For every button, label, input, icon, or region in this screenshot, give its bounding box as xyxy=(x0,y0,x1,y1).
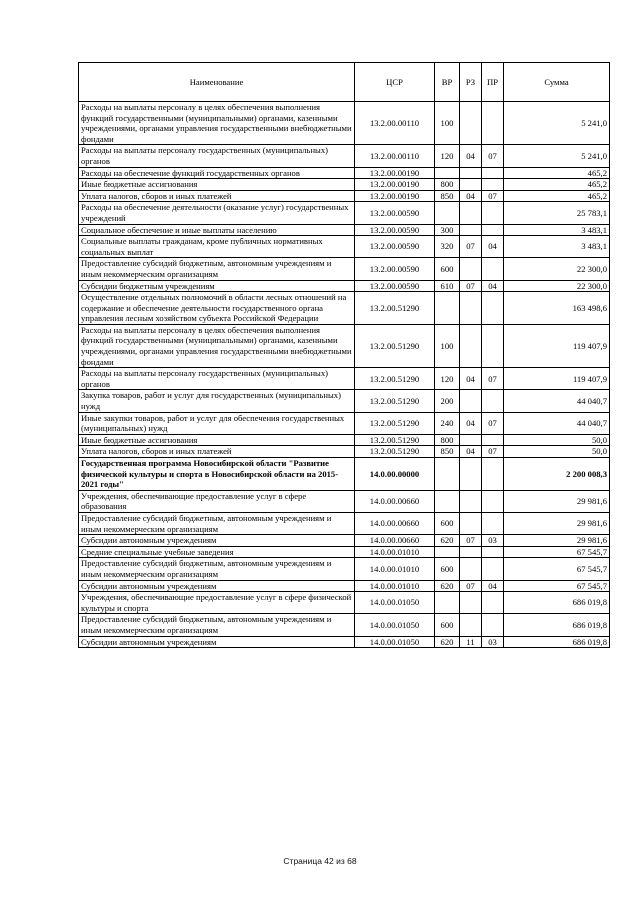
cell-sum: 44 040,7 xyxy=(504,390,610,412)
cell-rz: 11 xyxy=(460,636,482,648)
cell-rz xyxy=(460,592,482,614)
cell-name: Расходы на обеспечение функций государственных органов xyxy=(79,167,355,179)
cell-sum: 465,2 xyxy=(504,190,610,202)
cell-rz xyxy=(460,512,482,534)
cell-csr: 13.2.00.00190 xyxy=(355,190,435,202)
cell-name: Предоставление субсидий бюджетным, автономным учреждениям и иным некоммерческим организациям xyxy=(79,614,355,636)
cell-pr xyxy=(482,390,504,412)
cell-pr xyxy=(482,324,504,367)
cell-rz: 07 xyxy=(460,280,482,292)
cell-csr: 14.0.00.01050 xyxy=(355,636,435,648)
cell-sum: 50,0 xyxy=(504,446,610,458)
cell-pr xyxy=(482,592,504,614)
header-name: Наименование xyxy=(79,63,355,102)
cell-pr: 03 xyxy=(482,535,504,547)
table-row xyxy=(79,535,610,547)
cell-name: Государственная программа Новосибирской области "Развитие физической культуры и спорта в Новосибирской области на 2015-2021 годы" xyxy=(79,458,355,491)
cell-pr xyxy=(482,490,504,512)
cell-name: Иные бюджетные ассигнования xyxy=(79,434,355,446)
cell-name: Расходы на выплаты персоналу в целях обеспечения выполнения функций государственными (муниципальными) органами, казенными учреждениями, органами управления государственными внебюджетными фондами xyxy=(79,102,355,145)
cell-pr: 07 xyxy=(482,412,504,434)
cell-name: Субсидии автономным учреждениям xyxy=(79,580,355,592)
cell-vr: 620 xyxy=(435,636,460,648)
cell-rz xyxy=(460,202,482,224)
cell-pr: 07 xyxy=(482,368,504,390)
cell-sum: 25 783,1 xyxy=(504,202,610,224)
cell-sum: 2 200 008,3 xyxy=(504,458,610,491)
cell-vr xyxy=(435,490,460,512)
cell-pr xyxy=(482,512,504,534)
cell-csr: 13.2.00.00590 xyxy=(355,224,435,236)
cell-vr: 320 xyxy=(435,236,460,258)
header-sum: Сумма xyxy=(504,63,610,102)
cell-csr: 13.2.00.51290 xyxy=(355,368,435,390)
cell-pr xyxy=(482,292,504,325)
cell-vr xyxy=(435,202,460,224)
table-row xyxy=(79,258,610,280)
cell-vr xyxy=(435,292,460,325)
cell-rz: 04 xyxy=(460,368,482,390)
table-row xyxy=(79,558,610,580)
table-row xyxy=(79,292,610,325)
table-row xyxy=(79,446,610,458)
cell-name: Иные бюджетные ассигнования xyxy=(79,179,355,191)
cell-pr xyxy=(482,102,504,145)
cell-vr: 800 xyxy=(435,434,460,446)
cell-csr: 14.0.00.01050 xyxy=(355,592,435,614)
table-row xyxy=(79,280,610,292)
table-row xyxy=(79,324,610,367)
cell-csr: 14.0.00.01050 xyxy=(355,614,435,636)
cell-sum: 67 545,7 xyxy=(504,580,610,592)
table-row xyxy=(79,167,610,179)
cell-name: Социальные выплаты гражданам, кроме публичных нормативных социальных выплат xyxy=(79,236,355,258)
cell-sum: 22 300,0 xyxy=(504,280,610,292)
cell-csr: 13.2.00.51290 xyxy=(355,434,435,446)
header-pr: ПР xyxy=(482,63,504,102)
cell-vr: 100 xyxy=(435,324,460,367)
cell-sum: 67 545,7 xyxy=(504,558,610,580)
cell-pr xyxy=(482,458,504,491)
cell-rz: 07 xyxy=(460,236,482,258)
cell-csr: 13.2.00.00110 xyxy=(355,102,435,145)
table-header-row xyxy=(79,63,610,102)
cell-rz xyxy=(460,179,482,191)
cell-pr: 04 xyxy=(482,280,504,292)
cell-rz xyxy=(460,292,482,325)
table-row xyxy=(79,592,610,614)
cell-pr: 04 xyxy=(482,580,504,592)
cell-name: Учреждения, обеспечивающие предоставление услуг в сфере образования xyxy=(79,490,355,512)
cell-name: Уплата налогов, сборов и иных платежей xyxy=(79,446,355,458)
cell-rz xyxy=(460,102,482,145)
cell-vr: 850 xyxy=(435,190,460,202)
cell-name: Предоставление субсидий бюджетным, автономным учреждениям и иным некоммерческим организациям xyxy=(79,512,355,534)
cell-vr: 100 xyxy=(435,102,460,145)
cell-rz xyxy=(460,434,482,446)
cell-pr xyxy=(482,224,504,236)
cell-name: Учреждения, обеспечивающие предоставление услуг в сфере физической культуры и спорта xyxy=(79,592,355,614)
cell-rz xyxy=(460,390,482,412)
cell-csr: 14.0.00.01010 xyxy=(355,546,435,558)
cell-rz: 04 xyxy=(460,446,482,458)
cell-csr: 13.2.00.00190 xyxy=(355,179,435,191)
cell-name: Предоставление субсидий бюджетным, автономным учреждениям и иным некоммерческим организациям xyxy=(79,258,355,280)
cell-vr: 620 xyxy=(435,580,460,592)
cell-csr: 13.2.00.00590 xyxy=(355,258,435,280)
cell-vr xyxy=(435,167,460,179)
cell-vr: 610 xyxy=(435,280,460,292)
cell-csr: 14.0.00.00000 xyxy=(355,458,435,491)
cell-sum: 3 483,1 xyxy=(504,236,610,258)
cell-name: Предоставление субсидий бюджетным, автономным учреждениям и иным некоммерческим организациям xyxy=(79,558,355,580)
table-row xyxy=(79,102,610,145)
cell-pr xyxy=(482,167,504,179)
cell-csr: 14.0.00.00660 xyxy=(355,490,435,512)
cell-csr: 14.0.00.00660 xyxy=(355,512,435,534)
cell-name: Субсидии бюджетным учреждениям xyxy=(79,280,355,292)
cell-csr: 13.2.00.00190 xyxy=(355,167,435,179)
cell-rz: 07 xyxy=(460,535,482,547)
cell-sum: 465,2 xyxy=(504,179,610,191)
table-row xyxy=(79,145,610,167)
header-vr: ВР xyxy=(435,63,460,102)
table-row xyxy=(79,580,610,592)
cell-csr: 14.0.00.01010 xyxy=(355,558,435,580)
table-row xyxy=(79,458,610,491)
cell-csr: 13.2.00.00590 xyxy=(355,202,435,224)
cell-sum: 67 545,7 xyxy=(504,546,610,558)
page-number: Страница 42 из 68 xyxy=(283,856,357,866)
table-row xyxy=(79,190,610,202)
cell-sum: 5 241,0 xyxy=(504,145,610,167)
cell-name: Закупка товаров, работ и услуг для государственных (муниципальных) нужд xyxy=(79,390,355,412)
budget-table xyxy=(78,62,610,648)
cell-pr: 07 xyxy=(482,145,504,167)
table-row xyxy=(79,224,610,236)
cell-sum: 50,0 xyxy=(504,434,610,446)
cell-sum: 3 483,1 xyxy=(504,224,610,236)
cell-csr: 13.2.00.00590 xyxy=(355,236,435,258)
table-row xyxy=(79,490,610,512)
cell-rz xyxy=(460,614,482,636)
cell-sum: 686 019,8 xyxy=(504,636,610,648)
cell-sum: 163 498,6 xyxy=(504,292,610,325)
cell-csr: 13.2.00.51290 xyxy=(355,390,435,412)
cell-sum: 29 981,6 xyxy=(504,490,610,512)
cell-vr: 600 xyxy=(435,512,460,534)
cell-rz xyxy=(460,490,482,512)
cell-csr: 14.0.00.01010 xyxy=(355,580,435,592)
cell-rz xyxy=(460,224,482,236)
header-rz: РЗ xyxy=(460,63,482,102)
cell-name: Расходы на выплаты персоналу в целях обеспечения выполнения функций государственными (муниципальными) органами, казенными учреждениями, органами управления государственными внебюджетными фондами xyxy=(79,324,355,367)
cell-rz xyxy=(460,167,482,179)
cell-vr: 200 xyxy=(435,390,460,412)
cell-rz: 07 xyxy=(460,580,482,592)
cell-sum: 119 407,9 xyxy=(504,368,610,390)
table-row xyxy=(79,614,610,636)
cell-name: Расходы на выплаты персоналу государственных (муниципальных) органов xyxy=(79,368,355,390)
cell-sum: 22 300,0 xyxy=(504,258,610,280)
cell-vr xyxy=(435,458,460,491)
cell-vr: 800 xyxy=(435,179,460,191)
cell-rz xyxy=(460,324,482,367)
cell-sum: 465,2 xyxy=(504,167,610,179)
cell-pr: 03 xyxy=(482,636,504,648)
table-row xyxy=(79,179,610,191)
table-body xyxy=(79,102,610,648)
cell-pr xyxy=(482,434,504,446)
cell-vr: 600 xyxy=(435,558,460,580)
cell-csr: 13.2.00.51290 xyxy=(355,412,435,434)
cell-rz: 04 xyxy=(460,190,482,202)
table-row xyxy=(79,412,610,434)
cell-sum: 686 019,8 xyxy=(504,592,610,614)
cell-pr: 07 xyxy=(482,446,504,458)
cell-vr: 300 xyxy=(435,224,460,236)
cell-pr xyxy=(482,258,504,280)
table-row xyxy=(79,636,610,648)
cell-name: Субсидии автономным учреждениям xyxy=(79,636,355,648)
cell-csr: 13.2.00.00590 xyxy=(355,280,435,292)
cell-name: Осуществление отдельных полномочий в области лесных отношений на содержание и обеспечение деятельности государственного органа управления лесным хозяйством субъекта Российской Федерации xyxy=(79,292,355,325)
cell-csr: 13.2.00.51290 xyxy=(355,446,435,458)
cell-vr xyxy=(435,592,460,614)
cell-name: Социальное обеспечение и иные выплаты населению xyxy=(79,224,355,236)
cell-vr xyxy=(435,546,460,558)
cell-csr: 14.0.00.00660 xyxy=(355,535,435,547)
cell-csr: 13.2.00.00110 xyxy=(355,145,435,167)
cell-pr xyxy=(482,558,504,580)
cell-rz: 04 xyxy=(460,412,482,434)
cell-csr: 13.2.00.51290 xyxy=(355,324,435,367)
cell-sum: 29 981,6 xyxy=(504,512,610,534)
cell-sum: 44 040,7 xyxy=(504,412,610,434)
table-row xyxy=(79,546,610,558)
cell-pr xyxy=(482,179,504,191)
cell-rz xyxy=(460,258,482,280)
cell-sum: 5 241,0 xyxy=(504,102,610,145)
cell-csr: 13.2.00.51290 xyxy=(355,292,435,325)
cell-pr: 07 xyxy=(482,190,504,202)
cell-name: Средние специальные учебные заведения xyxy=(79,546,355,558)
table-row xyxy=(79,368,610,390)
cell-vr: 600 xyxy=(435,614,460,636)
cell-pr xyxy=(482,614,504,636)
cell-vr: 850 xyxy=(435,446,460,458)
cell-sum: 29 981,6 xyxy=(504,535,610,547)
table-row xyxy=(79,202,610,224)
table-row xyxy=(79,390,610,412)
cell-rz xyxy=(460,546,482,558)
header-csr: ЦСР xyxy=(355,63,435,102)
cell-name: Расходы на выплаты персоналу государственных (муниципальных) органов xyxy=(79,145,355,167)
cell-vr: 600 xyxy=(435,258,460,280)
cell-sum: 686 019,8 xyxy=(504,614,610,636)
cell-rz xyxy=(460,458,482,491)
cell-name: Уплата налогов, сборов и иных платежей xyxy=(79,190,355,202)
cell-name: Субсидии автономным учреждениям xyxy=(79,535,355,547)
cell-vr: 120 xyxy=(435,145,460,167)
table-row xyxy=(79,512,610,534)
cell-pr xyxy=(482,202,504,224)
cell-name: Расходы на обеспечение деятельности (оказание услуг) государственных учреждений xyxy=(79,202,355,224)
cell-rz: 04 xyxy=(460,145,482,167)
cell-rz xyxy=(460,558,482,580)
table-row xyxy=(79,236,610,258)
cell-vr: 620 xyxy=(435,535,460,547)
cell-pr: 04 xyxy=(482,236,504,258)
cell-sum: 119 407,9 xyxy=(504,324,610,367)
cell-name: Иные закупки товаров, работ и услуг для обеспечения государственных (муниципальных) нужд xyxy=(79,412,355,434)
cell-vr: 240 xyxy=(435,412,460,434)
cell-vr: 120 xyxy=(435,368,460,390)
table-row xyxy=(79,434,610,446)
cell-pr xyxy=(482,546,504,558)
